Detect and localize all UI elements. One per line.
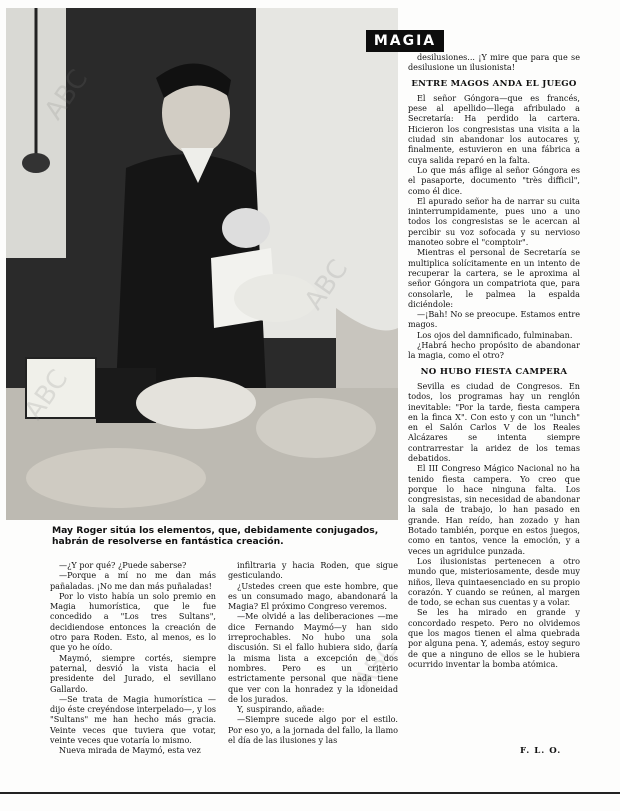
right-column xyxy=(408,52,580,669)
photo-illustration xyxy=(6,8,398,520)
paragraph: El apurado señor ha de narrar su cuita ininterrumpidamente, pues uno a uno todos los congresistas se le acercan al percibir su voz sofocada y su nervioso manoteo sobre el "comptoir". xyxy=(408,195,580,248)
section-label: MAGIA xyxy=(366,30,444,52)
paragraph: Mientras el personal de Secretaría se multiplica solícitamente en un intento de recuperar la cartera, se le aproxima al señor Góngora un compatriota que, para consolarle, le palmea la espalda diciéndole: xyxy=(408,247,580,309)
watermark: ABC xyxy=(349,634,405,696)
paragraph: Y, suspirando, añade: xyxy=(237,704,325,715)
paragraph: —¿Y por qué? ¿Puede saberse? xyxy=(59,560,187,570)
photo-caption: May Roger sitúa los elementos, que, debidamente conjugados, habrán de resolverse en fantástica creación. xyxy=(52,525,379,547)
author-signature: F. L. O. xyxy=(520,746,562,756)
paragraph: Se les ha mirado en grande y concordado respeto. Pero no olvidemos que los magos tienen el alma quebrada por alguna pena. Y, además, estoy seguro de que a ninguno de ellos se le hubiera ocurrido inventar la bomba atómica. xyxy=(408,607,580,669)
paragraph: —Me olvidé a las deliberaciones —me dice Fernando Maymó—y han sido irreprochables. No hubo una sola discusión. Si el fallo hubiera sido, daría la misma lista a excepción de dos nombres. Pero es un criterio estrictamente personal que nada tiene que ver con la honradez y la idoneidad de los jurados. xyxy=(228,611,398,704)
paragraph: —Se trata de Magia humorística —dijo éste creyéndose interpelado—, y los "Sultans" me han hecho más gracia. Veinte veces que tuviera que votar, veinte veces que votaría lo mismo. xyxy=(50,693,216,746)
paragraph: —Siempre sucede algo por el estilo. Por eso yo, a la jornada del fallo, la llamo el día de las ilusiones y las xyxy=(228,714,398,746)
paragraph: El señor Góngora—que es francés, pese al apellido—llega afribulado a Secretaría: Ha perdido la cartera. Hicieron los congresistas una visita a la ciudad sin abandonar los autocares y, finalmente, estuvieron en una fábrica a cuya salida reparó en la falta. xyxy=(408,92,580,165)
paragraph: El III Congreso Mágico Nacional no ha tenido fiesta campera. Yo creo que porque lo hace ninguna falta. Los congresistas, sin necesidad de abandonar la sala de trabajo, lo han pasado en grande. Han reído, han zozado y han Botado también, porque en estos juegos, como en tantos, vence la emoción, y a veces un agridulce punzada. xyxy=(408,463,580,556)
paragraph: —¡Bah! No se preocupe. Estamos entre magos. xyxy=(408,309,580,330)
paragraph: Los ojos del damnificado, fulminaban. xyxy=(417,329,573,340)
paragraph: infiltraria y hacia Roden, que sigue gesticulando. xyxy=(228,560,398,581)
left-column xyxy=(50,560,216,756)
paragraph: Los ilusionistas pertenecen a otro mundo que, misteriosamente, desde muy niños, lleva quintaesenciado en su propio corazón. Y cuando se reúnen, al margen de todo, se echan sus cuentas y a volar. xyxy=(408,555,580,608)
paragraph: desilusiones... ¡Y mire que para que se desilusione un ilusionista! xyxy=(408,52,580,73)
subheading: NO HUBO FIESTA CAMPERA xyxy=(420,366,568,377)
paragraph: ¿Habrá hecho propósito de abandonar la magia, como el otro? xyxy=(408,340,580,361)
middle-column xyxy=(228,560,398,745)
paragraph: Maymó, siempre cortés, siempre paternal, desvió la vista hacia el presidente del Jurado, el sevillano Gallardo. xyxy=(50,652,216,694)
bottom-rule xyxy=(0,792,620,794)
magic-act-photo xyxy=(6,8,398,520)
paragraph: Sevilla es ciudad de Congresos. En todos, los programas hay un renglón inevitable: "Por la tarde, fiesta campera en la finca X". Con esto y con un "lunch" en el Salón Carlos V de los Reales Alcázares se intenta siempre contrarrestar la aridez de los temas debatidos. xyxy=(408,380,580,463)
paragraph: Lo que más aflige al señor Góngora es el pasaporte, documento "très difficil", como él dice. xyxy=(408,164,580,196)
paragraph: —Porque a mí no me dan más pañaladas. ¡No me dan más puñaladas! xyxy=(50,570,216,591)
paragraph: Nueva mirada de Maymó, esta vez xyxy=(59,745,201,756)
subheading: ENTRE MAGOS ANDA EL JUEGO xyxy=(411,78,577,89)
paragraph: Por lo visto había un solo premio en Magia humorística, que le fue concedido a "Los tres Sultans", decidiendose entonces la creación de otro para Roden. Esto, al menos, es lo que yo he oído. xyxy=(50,590,216,653)
paragraph: ¿Ustedes creen que este hombre, que es un consumado mago, abandonará la Magia? El próximo Congreso veremos. xyxy=(228,580,398,612)
